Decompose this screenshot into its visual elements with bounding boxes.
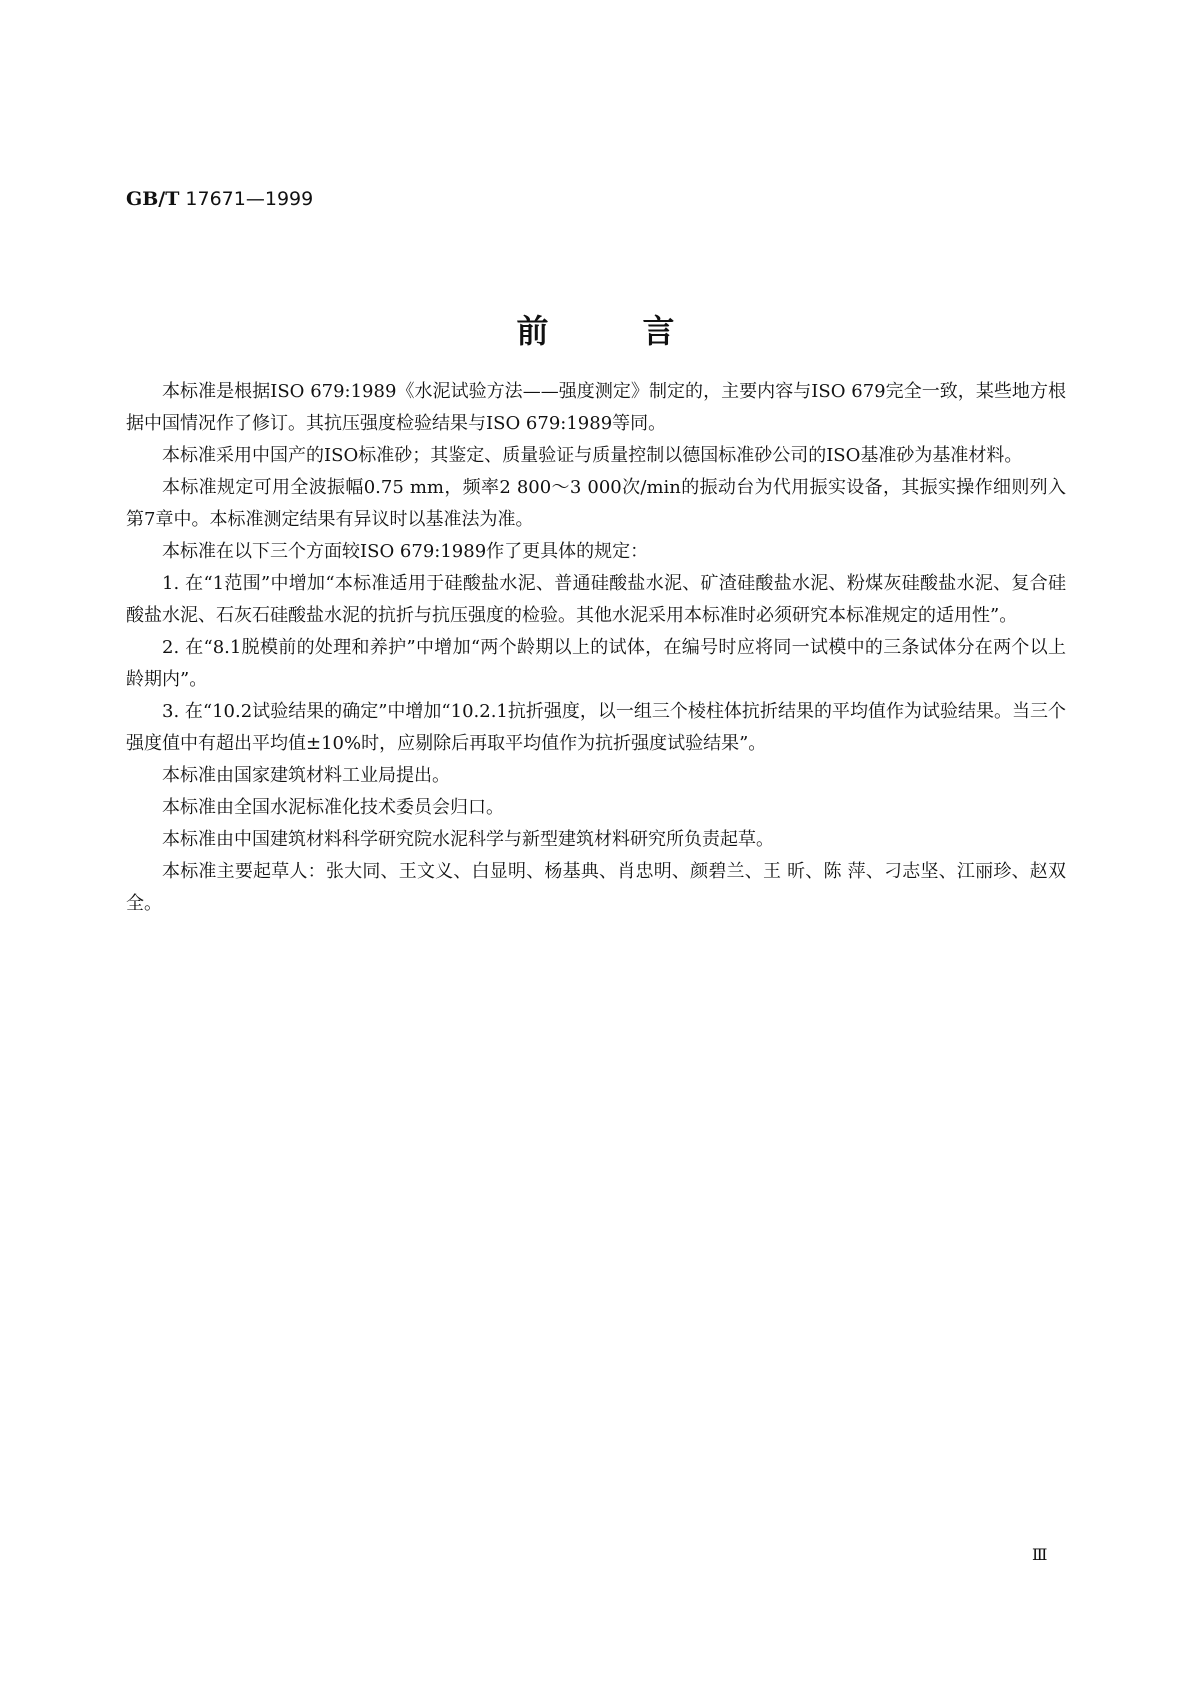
page-title: 前言: [516, 312, 769, 350]
standard-number: 17671—1999: [185, 188, 314, 210]
page-number: Ⅲ: [1032, 1545, 1048, 1564]
paragraph-item-3: 3. 在“10.2试验结果的确定”中增加“10.2.1抗折强度，以一组三个棱柱体抗折结果的平均值作为试验结果。当三个强度值中有超出平均值±10%时，应剔除后再取平均值作为抗折强度试验结果”。: [126, 701, 1066, 754]
paragraph-standard-sand: 本标准采用中国产的ISO标准砂；其鉴定、质量验证与质量控制以德国标准砂公司的ISO基准砂为基准材料。: [162, 445, 1023, 466]
paragraph-proposer: 本标准由国家建筑材料工业局提出。: [162, 765, 450, 786]
preface-body: [126, 376, 1066, 920]
standard-code-header: [126, 188, 313, 210]
paragraph-item-1: 1. 在“1范围”中增加“本标准适用于硅酸盐水泥、普通硅酸盐水泥、矿渣硅酸盐水泥、粉煤灰硅酸盐水泥、复合硅酸盐水泥、石灰石硅酸盐水泥的抗折与抗压强度的检验。其他水泥采用本标准时必须研究本标准规定的适用性”。: [126, 573, 1066, 626]
paragraph-item-2: 2. 在“8.1脱模前的处理和养护”中增加“两个龄期以上的试体，在编号时应将同一试模中的三条试体分在两个以上龄期内”。: [126, 637, 1066, 690]
paragraph-basis: 本标准是根据ISO 679:1989《水泥试验方法——强度测定》制定的，主要内容与ISO 679完全一致，某些地方根据中国情况作了修订。其抗压强度检验结果与ISO 679:1989等同。: [126, 381, 1066, 434]
standard-prefix: GB/T: [126, 188, 180, 210]
paragraph-drafters: 本标准主要起草人：张大同、王文义、白显明、杨基典、肖忠明、颜碧兰、王 昕、陈 萍、刁志坚、江丽珍、赵双全。: [126, 861, 1066, 914]
paragraph-vibration-table: 本标准规定可用全波振幅0.75 mm，频率2 800～3 000次/min的振动台为代用振实设备，其振实操作细则列入第7章中。本标准测定结果有异议时以基准法为准。: [126, 477, 1066, 530]
paragraph-drafting-unit: 本标准由中国建筑材料科学研究院水泥科学与新型建筑材料研究所负责起草。: [162, 829, 774, 850]
paragraph-committee: 本标准由全国水泥标准化技术委员会归口。: [162, 797, 504, 818]
paragraph-specific-provisions: 本标准在以下三个方面较ISO 679:1989作了更具体的规定：: [162, 541, 649, 562]
